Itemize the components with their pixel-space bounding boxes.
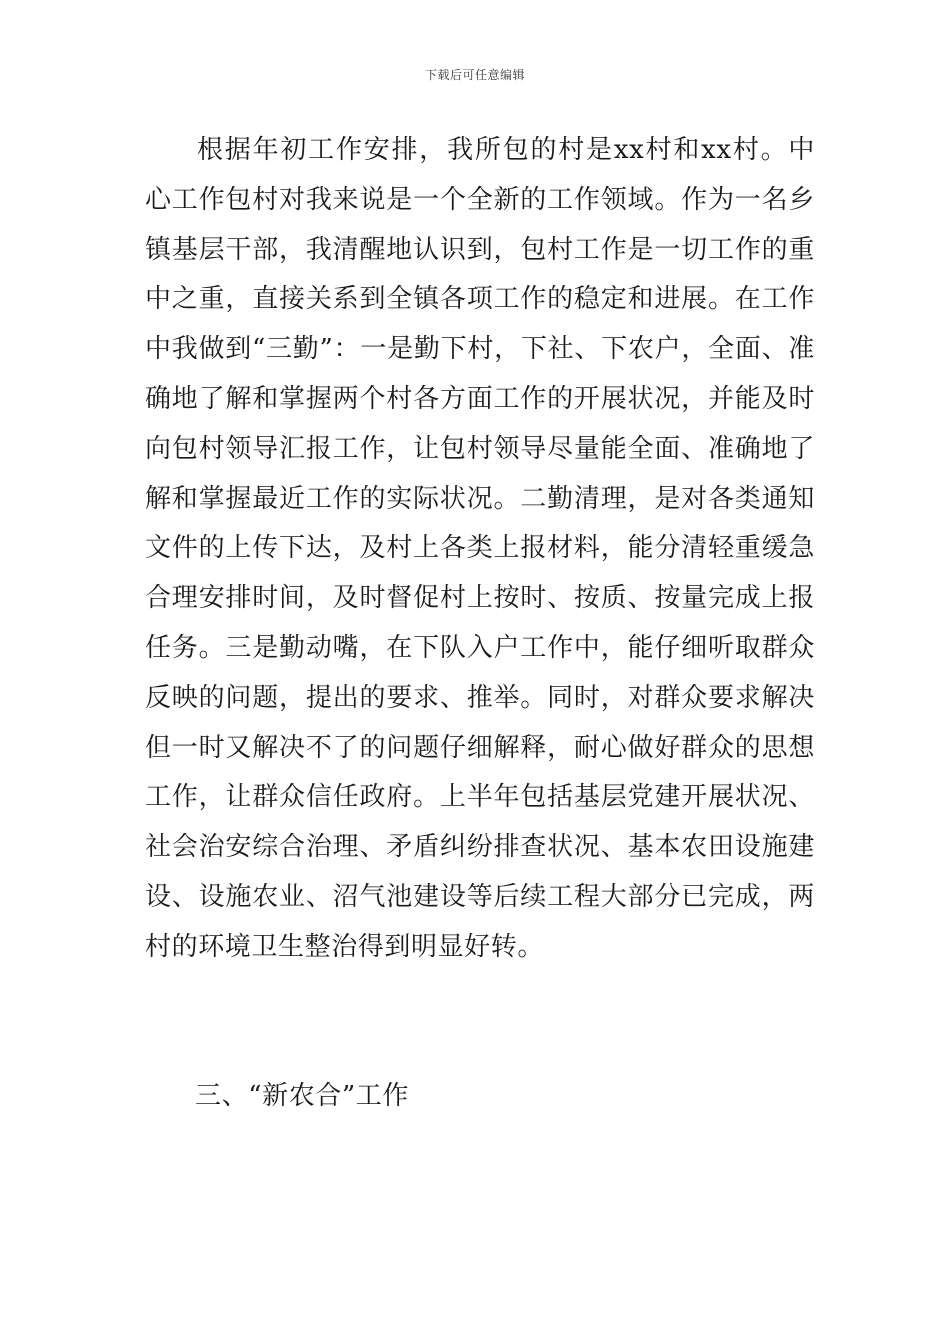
section-heading: 三、“新农合”工作	[195, 1081, 409, 1111]
body-paragraph: 根据年初工作安排，我所包的村是xx村和xx村。中心工作包村对我来说是一个全新的工作领域。作为一名乡镇基层干部，我清醒地认识到，包村工作是一切工作的重中之重，直接关系到全镇各项工作的稳定和进展。在工作中我做到“三勤”：一是勤下村，下社、下农户，全面、准确地了解和掌握两个村各方面工作的开展状况，并能及时向包村领导汇报工作，让包村领导尽量能全面、准确地了解和掌握最近工作的实际状况。二勤清理，是对各类通知文件的上传下达，及村上各类上报材料，能分清轻重缓急合理安排时间，及时督促村上按时、按质、按量完成上报任务。三是勤动嘴，在下队入户工作中，能仔细听取群众反映的问题，提出的要求、推举。同时，对群众要求解决但一时又解决不了的问题仔细解释，耐心做好群众的思想工作，让群众信任政府。上半年包括基层党建开展状况、社会治安综合治理、矛盾纠纷排查状况、基本农田设施建设、设施农业、沼气池建设等后续工程大部分已完成，两村的环境卫生整治得到明显好转。	[145, 135, 815, 962]
page-header-note: 下载后可任意编辑	[424, 68, 525, 82]
document-body	[145, 126, 815, 973]
